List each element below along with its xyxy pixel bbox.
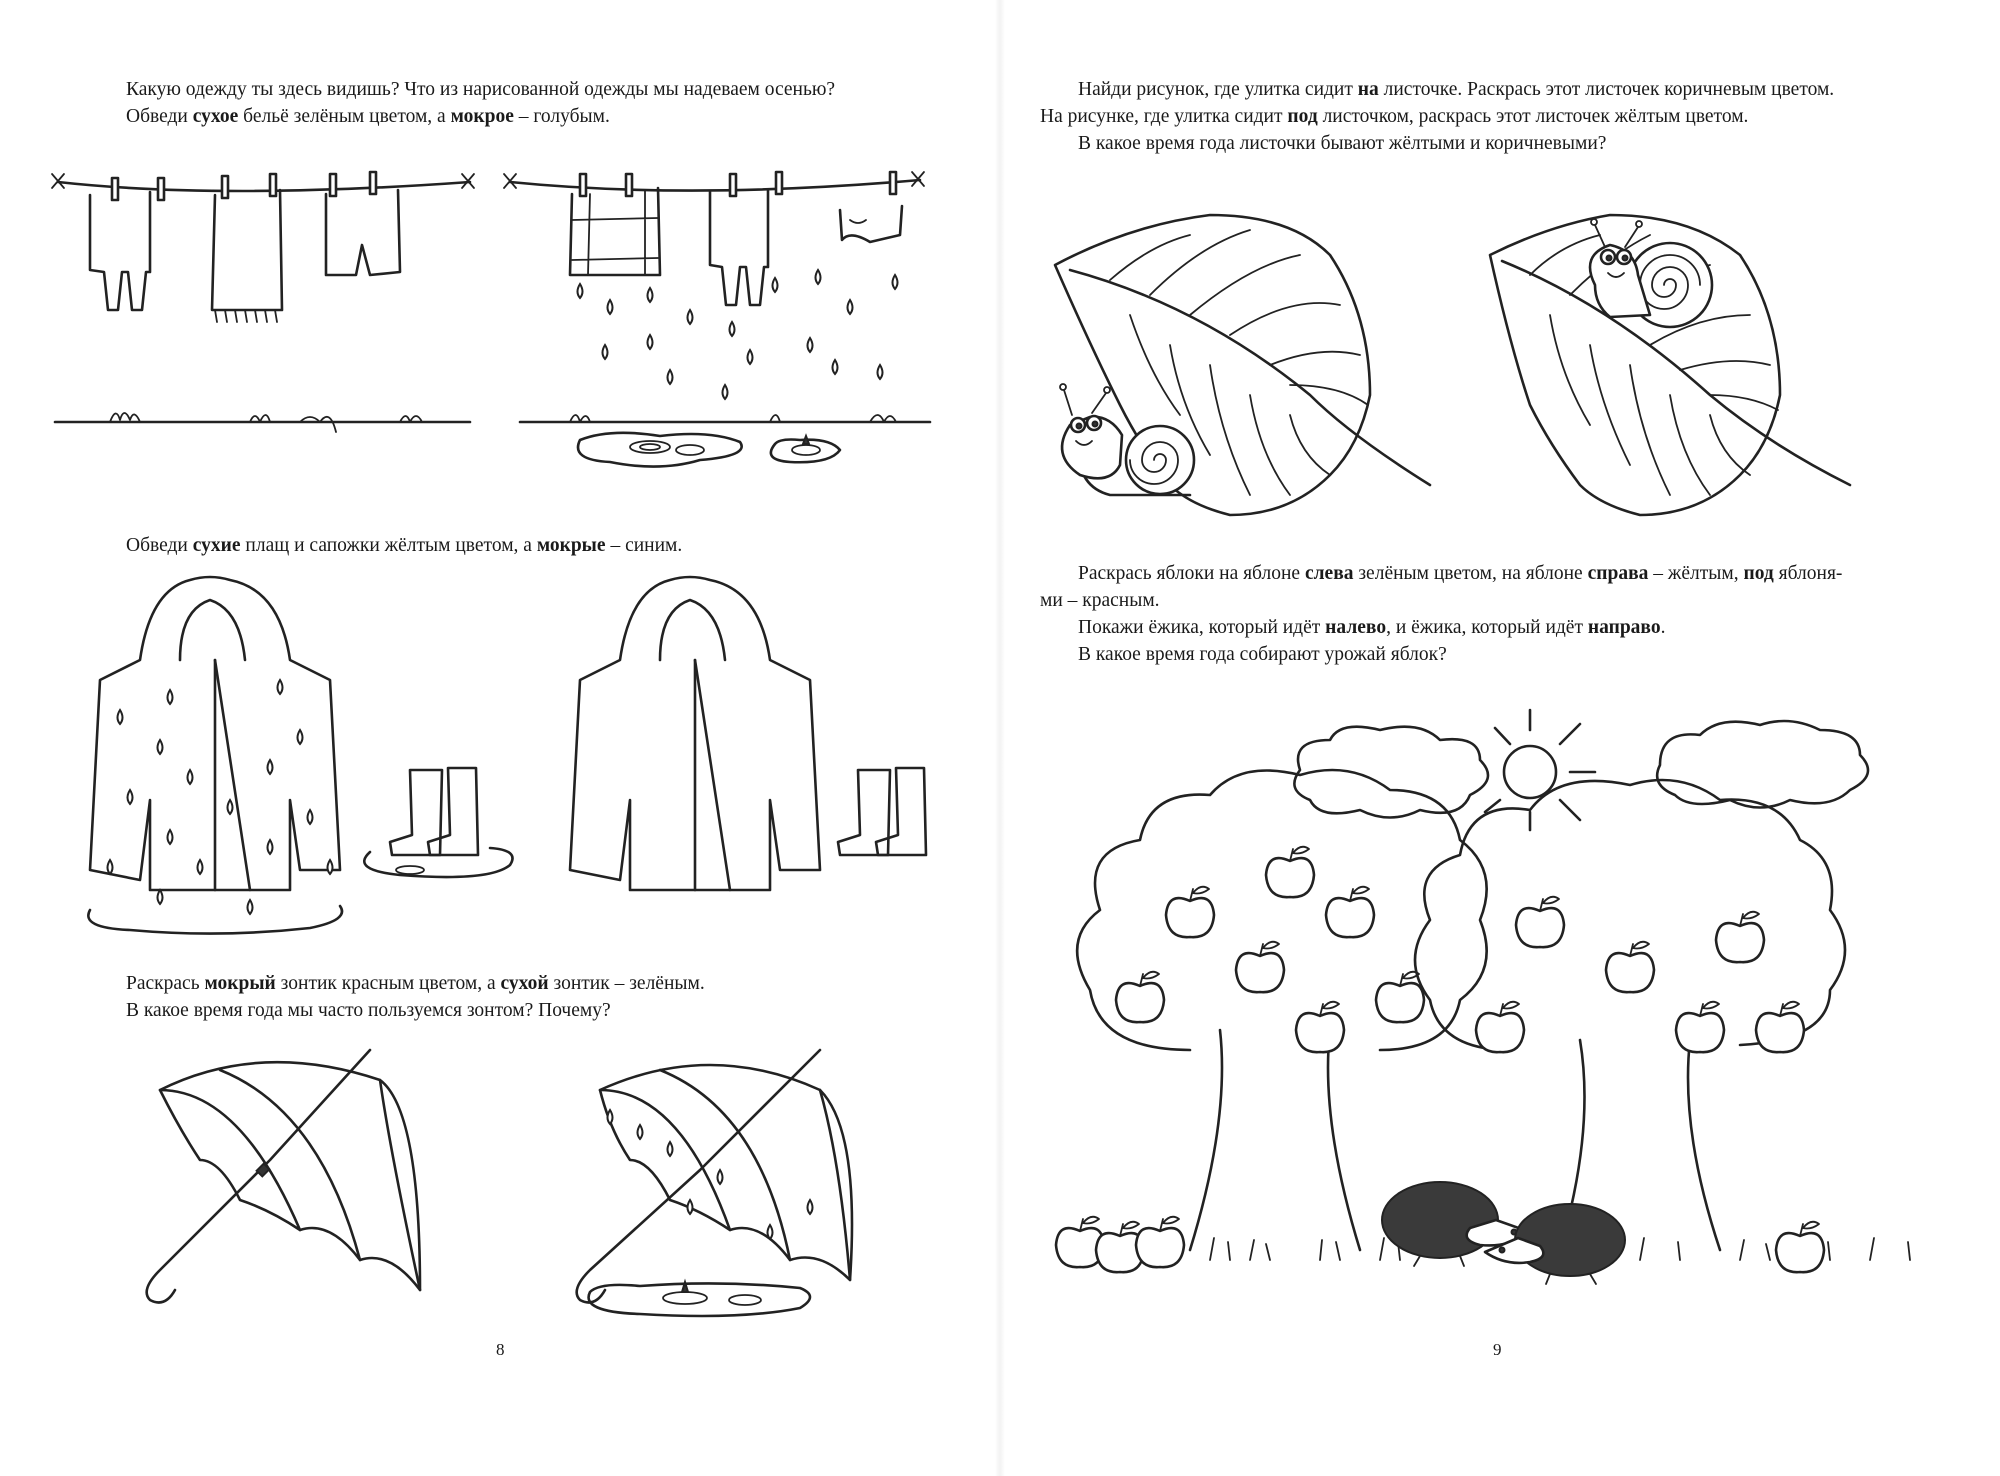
- hedgehog-right: [1485, 1204, 1625, 1284]
- umbrella-task: [88, 970, 908, 997]
- laundry-illustration: [50, 160, 950, 490]
- apple-icon: [1776, 1222, 1824, 1272]
- apple-icon: [1476, 1002, 1524, 1052]
- laundry-instructions: [88, 76, 908, 130]
- emphasis-word: под: [1287, 106, 1318, 127]
- dry-umbrella: [147, 1050, 420, 1302]
- apple-icon: [1606, 942, 1654, 992]
- raincoat-task: [88, 532, 908, 559]
- sky: [1294, 710, 1868, 830]
- text-part: яблоня-: [1773, 563, 1843, 584]
- apple-icon: [1296, 1002, 1344, 1052]
- emphasis-word: мокрый: [204, 973, 276, 994]
- text-part: Обведи: [126, 535, 193, 556]
- leaf-with-snail-under: [1055, 215, 1430, 515]
- snail-instructions: [1040, 76, 1960, 157]
- snail-task-1: [1040, 76, 1960, 103]
- apple-icon: [1516, 897, 1564, 947]
- text-part: зонтик – зелёным.: [548, 973, 705, 994]
- text-part: – жёлтым,: [1648, 563, 1744, 584]
- text-part: Найди рисунок, где улитка сидит: [1078, 79, 1358, 100]
- apple-icon: [1166, 887, 1214, 937]
- text-part: листочком, раскрась этот листочек жёлтым цветом.: [1317, 106, 1749, 127]
- apple-question: В какое время года собирают урожай яблок?: [1078, 644, 1447, 665]
- apple-instructions: [1040, 560, 1960, 668]
- emphasis-word: сухой: [500, 973, 549, 994]
- text-part: бельё зелёным цветом, а: [238, 106, 451, 127]
- wet-laundry-line: [504, 172, 930, 467]
- text-part: зонтик красным цветом, а: [275, 973, 501, 994]
- emphasis-word: налево: [1325, 617, 1387, 638]
- leaf-snail-illustration: [1050, 195, 1930, 535]
- raincoat-instructions: [88, 532, 908, 559]
- snail-question: В какое время года листочки бывают жёлтыми и коричневыми?: [1078, 133, 1607, 154]
- hedgehog-task: [1040, 614, 1960, 641]
- text-part: .: [1660, 617, 1666, 638]
- emphasis-word: сухое: [192, 106, 239, 127]
- apple-task-1: [1040, 560, 1960, 587]
- wet-boots: [364, 768, 512, 877]
- emphasis-word: под: [1743, 563, 1774, 584]
- apple-icon: [1716, 912, 1764, 962]
- text-part: листочке. Раскрась этот листочек коричневым цветом.: [1378, 79, 1835, 100]
- laundry-task: [88, 103, 908, 130]
- emphasis-word: на: [1357, 79, 1379, 100]
- wet-raincoat: [88, 577, 342, 934]
- umbrella-question: В какое время года мы часто пользуемся зонтом? Почему?: [126, 1000, 611, 1021]
- apple-icon: [1326, 887, 1374, 937]
- dry-raincoat: [570, 577, 820, 890]
- apple-icon: [1136, 1217, 1184, 1267]
- dry-boots: [838, 768, 926, 855]
- emphasis-word: направо: [1587, 617, 1661, 638]
- text-part: – голубым.: [513, 106, 610, 127]
- emphasis-word: слева: [1304, 563, 1354, 584]
- page-number: 9: [1493, 1340, 1502, 1359]
- text-part: Обведи: [126, 106, 193, 127]
- apple-tree-illustration: [1040, 700, 1980, 1300]
- laundry-question: Какую одежду ты здесь видишь? Что из нарисованной одежды мы надеваем осенью?: [126, 79, 836, 100]
- text-part: плащ и сапожки жёлтым цветом, а: [240, 535, 537, 556]
- dry-laundry-line: [52, 172, 474, 432]
- apple-icon: [1756, 1002, 1804, 1052]
- apple-icon: [1676, 1002, 1724, 1052]
- umbrella-illustration: [120, 1050, 900, 1330]
- raincoat-illustration: [70, 570, 950, 940]
- apple-icon: [1236, 942, 1284, 992]
- apple-icon: [1266, 847, 1314, 897]
- emphasis-word: справа: [1587, 563, 1649, 584]
- sun-icon: [1485, 710, 1595, 830]
- text-part: Раскрась: [126, 973, 205, 994]
- text-part: – синим.: [605, 535, 683, 556]
- text-part: Покажи ёжика, который идёт: [1078, 617, 1326, 638]
- snail-task-2: [1040, 103, 1960, 130]
- emphasis-word: сухие: [192, 535, 241, 556]
- page-number: 8: [496, 1340, 505, 1359]
- emphasis-word: мокрое: [450, 106, 514, 127]
- right-page: [1000, 0, 2000, 1476]
- text-part: , и ёжика, который идёт: [1386, 617, 1588, 638]
- wet-umbrella: [577, 1050, 852, 1316]
- umbrella-instructions: [88, 970, 908, 1024]
- text-part: На рисунке, где улитка сидит: [1040, 106, 1288, 127]
- apple-task-1-cont: ми – красным.: [1040, 590, 1160, 611]
- apple-icon: [1376, 972, 1424, 1022]
- emphasis-word: мокрые: [536, 535, 606, 556]
- leaf-with-snail-on-top: [1490, 215, 1850, 515]
- apple-icon: [1116, 972, 1164, 1022]
- text-part: зелёным цветом, на яблоне: [1353, 563, 1588, 584]
- text-part: Раскрась яблоки на яблоне: [1078, 563, 1305, 584]
